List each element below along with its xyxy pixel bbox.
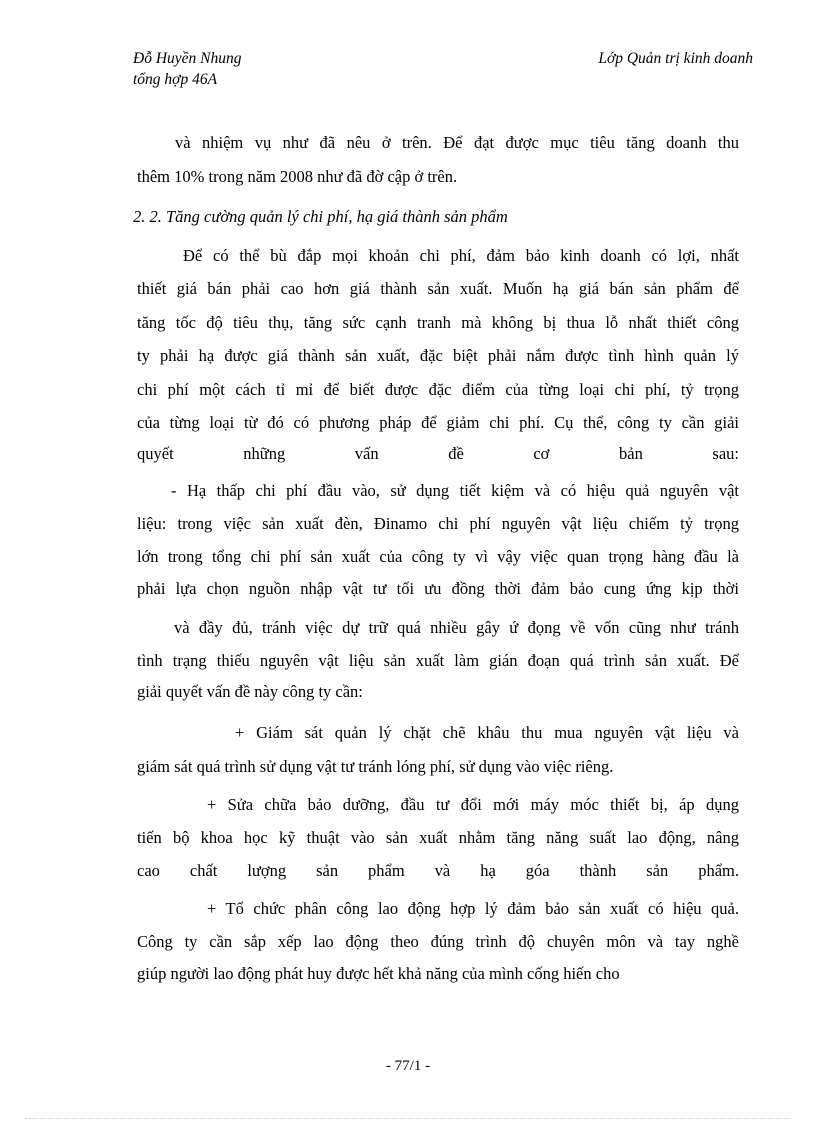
text-line: liệu: trong việc sản xuất đèn, Đinamo chi phí nguyên vật liệu chiếm tỷ trọng [137, 514, 739, 533]
text-line: thiết giá bán phải cao hơn giá thành sản xuất. Muốn hạ giá bán sản phẩm để [137, 279, 739, 298]
text-line: quyết những vấn đề cơ bản sau: [137, 444, 739, 463]
text-line: của từng loại từ đó có phương pháp để giảm chi phí. Cụ thể, công ty cần giải [137, 413, 739, 432]
text-line: + Sửa chữa bảo dưỡng, đầu tư đổi mới máy móc thiết bị, áp dụng [207, 795, 739, 814]
author-class: tổng hợp 46A [133, 71, 218, 88]
text-line: chi phí một cách tỉ mỉ để biết được đặc điểm của từng loại chi phí, tỷ trọng [137, 380, 739, 399]
text-line: tăng tốc độ tiêu thụ, tăng sức cạnh tranh mà không bị thua lỗ nhất thiết công [137, 313, 739, 332]
text-line: thêm 10% trong năm 2008 như đã đờ cập ở trên. [137, 167, 458, 186]
text-line: phải lựa chọn nguồn nhập vật tư tối ưu đồng thời đảm bảo cung ứng kịp thời [137, 579, 739, 598]
text-line: + Giám sát quản lý chặt chẽ khâu thu mua nguyên vật liệu và [235, 723, 739, 742]
text-line: Để có thể bù đắp mọi khoản chi phí, đảm bảo kinh doanh có lợi, nhất [183, 246, 739, 265]
text-line: giám sát quá trình sử dụng vật tư tránh lóng phí, sử dụng vào việc riêng. [137, 757, 614, 776]
page-bottom-divider [25, 1118, 791, 1119]
text-line: Công ty cần sắp xếp lao động theo đúng trình độ chuyên môn và tay nghề [137, 932, 739, 951]
text-line: + Tổ chức phân công lao động hợp lý đảm bảo sản xuất có hiệu quả. [207, 899, 739, 918]
text-line: và nhiệm vụ như đã nêu ở trên. Để đạt được mục tiêu tăng doanh thu [175, 133, 739, 152]
author-name: Đỗ Huyền Nhung [133, 50, 242, 67]
text-line: và đầy đủ, tránh việc dự trữ quá nhiều gây ứ đọng về vốn cũng như tránh [174, 618, 739, 637]
text-line: - Hạ thấp chi phí đầu vào, sử dụng tiết kiệm và có hiệu quả nguyên vật [171, 481, 739, 500]
class-name: Lớp Quản trị kinh doanh [598, 50, 753, 67]
text-line: giải quyết vấn đề này công ty cần: [137, 682, 363, 701]
text-line: lớn trong tổng chi phí sản xuất của công ty vì vậy việc quan trọng hàng đầu là [137, 547, 739, 566]
text-line: tiến bộ khoa học kỹ thuật vào sản xuất nhằm tăng năng suất lao động, nâng [137, 828, 739, 847]
author-block [133, 48, 242, 90]
text-line: cao chất lượng sản phẩm và hạ góa thành sản phẩm. [137, 861, 739, 880]
text-line: ty phải hạ được giá thành sản xuất, đặc biệt phải nắm được tình hình quản lý [137, 346, 739, 365]
section-heading: 2. 2. Tăng cường quản lý chi phí, hạ giá thành sản phẩm [133, 207, 508, 226]
text-line: tình trạng thiếu nguyên vật liệu sản xuất làm gián đoạn quá trình sản xuất. Để [137, 651, 739, 670]
text-line: giúp người lao động phát huy được hết khả năng của mình cống hiến cho [137, 964, 620, 983]
page-number: - 77/1 - [385, 1058, 431, 1074]
